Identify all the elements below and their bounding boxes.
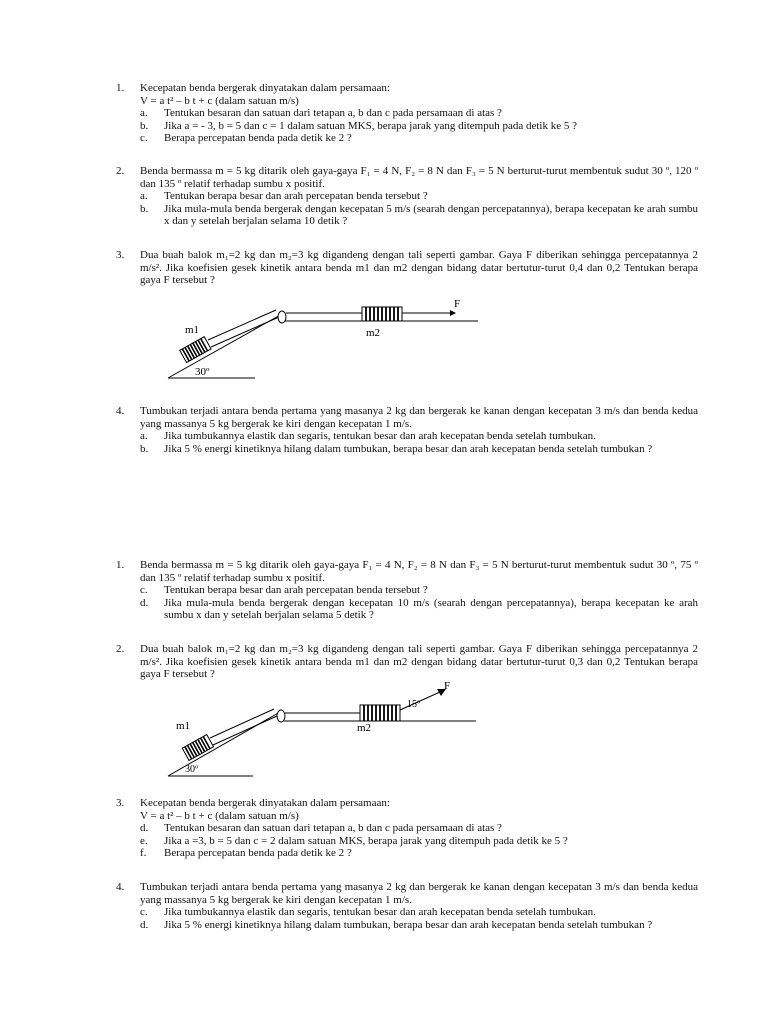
sub-question: Jika 5 % energi kinetiknya hilang dalam tumbukan, berapa besar dan arah kecepatan benda setelah tumbukan ? [164,918,653,931]
sub-question: Berapa percepatan benda pada detik ke 2 ? [164,132,352,145]
question-text: Kecepatan benda bergerak dinyatakan dalam persamaan: [140,82,390,94]
question-number: 4. [116,881,125,893]
sub-letter: d. [140,918,149,931]
question-2 [116,165,698,228]
sub-question: Tentukan berapa besar dan arah percepatan benda tersebut ? [164,584,428,597]
question-number: 2. [116,165,125,177]
question-text: Tumbukan terjadi antara benda pertama yang masanya 2 kg dan bergerak ke kanan dengan kecepatan 3 m/s dan benda kedua yang massanya 5 kg bergerak ke kiri dengan kecepatan 1 m/s. [140,881,698,906]
sub-question: Jika tumbukannya elastik dan segaris, tentukan besar dan arah kecepatan benda setelah tumbukan. [164,906,596,919]
force-label: F [444,680,451,692]
sub-letter: c. [140,906,148,919]
sub-question: Jika 5 % energi kinetiknya hilang dalam tumbukan, berapa besar dan arah kecepatan benda setelah tumbukan ? [164,442,653,455]
sub-question: Jika a =3, b = 5 dan c = 2 dalam satuan MKS, berapa jarak yang ditempuh pada detik ke 5 ? [164,834,568,847]
question-text: Benda bermassa m = 5 kg ditarik oleh gaya-gaya F₁ = 4 N, F₂ = 8 N dan F₃ = 5 N berturut-turut membentuk sudut 30 º, 75 º dan 135 º relatif terhadap sumbu x positif. [140,559,698,584]
question-3 [116,249,698,287]
sub-letter: c. [140,584,148,597]
sub-question: Tentukan besaran dan satuan dari tetapan a, b dan c pada persamaan di atas ? [164,822,502,835]
formula: V = a t² – b t + c (dalam satuan m/s) [140,94,299,107]
sub-letter: a. [140,430,148,443]
sub-letter: c. [140,132,148,145]
angle-label: 30º [195,366,210,378]
question-1-set2 [116,559,698,622]
sub-question: Jika tumbukannya elastik dan segaris, tentukan besar dan arah kecepatan benda setelah tumbukan. [164,430,596,443]
block-m2 [362,307,402,321]
m2-label: m2 [366,327,381,339]
question-4 [116,405,698,455]
sub-letter: a. [140,190,148,203]
question-number: 3. [116,797,125,809]
question-number: 4. [116,405,125,417]
m1-label: m1 [185,324,200,336]
question-4-set2 [116,881,698,931]
sub-question: Jika a = - 3, b = 5 dan c = 1 dalam satuan MKS, berapa jarak yang ditempuh pada detik ke 5 ? [164,119,577,132]
sub-letter: b. [140,442,149,455]
figure-blocks-incline-2 [160,680,490,780]
question-1 [116,82,698,145]
m1-label: m1 [176,720,191,732]
question-number: 3. [116,249,125,261]
figure-blocks-incline-1 [160,296,490,386]
force-label: F [454,298,461,310]
question-3-set2 [116,797,698,860]
incline-angle-label: 30º [185,764,199,775]
block-m2 [360,705,400,721]
question-text: Tumbukan terjadi antara benda pertama yang masanya 2 kg dan bergerak ke kanan dengan kecepatan 3 m/s dan benda kedua yang massanya 5 kg bergerak ke kiri dengan kecepatan 1 m/s. [140,405,698,430]
sub-letter: d. [140,822,149,835]
question-text: Dua buah balok m₁=2 kg dan m₂=3 kg digandeng dengan tali seperti gambar. Gaya F diberikan sehingga percepatannya 2 m/s². Jika koefisien gesek kinetik antara benda m1 dan m2 dengan bidang datar bertutur-turut 0,4 dan 0,2 Tentukan berapa gaya F tersebut ? [140,249,698,287]
rope-lower [213,716,277,745]
rope-upper [208,310,276,340]
sub-letter: a. [140,107,148,120]
pulley [278,311,286,323]
sub-question: Tentukan berapa besar dan arah percepatan benda tersebut ? [164,190,428,203]
m2-label: m2 [357,722,372,734]
sub-letter: f. [140,847,147,860]
question-text: Dua buah balok m₁=2 kg dan m₂=3 kg digandeng dengan tali seperti gambar. Gaya F diberikan sehingga percepatannya 2 m/s². Jika koefisien gesek kinetik antara benda m1 dan m2 dengan bidang datar bertutur-turut 0,3 dan 0,2 Tentukan berapa gaya F tersebut ? [140,643,698,681]
sub-letter: d. [140,596,149,609]
question-text: Kecepatan benda bergerak dinyatakan dalam persamaan: [140,797,390,809]
block-m1 [182,735,213,761]
sub-question: Jika mula-mula benda bergerak dengan kecepatan 5 m/s (searah dengan percepatannya), berapa kecepatan ke arah sumbu x dan y setelah berjalan selama 10 detik ? [164,202,698,228]
sub-question: Tentukan besaran dan satuan dari tetapan a, b dan c pada persamaan di atas ? [164,107,502,120]
sub-letter: e. [140,834,148,847]
question-number: 1. [116,559,125,571]
question-text: Benda bermassa m = 5 kg ditarik oleh gaya-gaya F₁ = 4 N, F₂ = 8 N dan F₃ = 5 N berturut-turut membentuk sudut 30 º, 120 º dan 135 º relatif terhadap sumbu x positif. [140,165,698,190]
sub-letter: b. [140,202,149,215]
sub-letter: b. [140,119,149,132]
question-2-set2 [116,643,698,681]
sub-question: Berapa percepatan benda pada detik ke 2 ? [164,847,352,860]
pulley [277,710,285,722]
force-angle-label: 15º [407,699,421,710]
question-number: 2. [116,643,125,655]
question-number: 1. [116,82,125,94]
formula: V = a t² – b t + c (dalam satuan m/s) [140,809,299,822]
block-m1 [180,337,211,363]
rope-lower [211,317,279,347]
force-arrow-head [450,310,456,316]
sub-question: Jika mula-mula benda bergerak dengan kecepatan 10 m/s (searah dengan percepatannya), berapa kecepatan ke arah sumbu x dan y setelah berjalan selama 5 detik ? [164,596,698,622]
